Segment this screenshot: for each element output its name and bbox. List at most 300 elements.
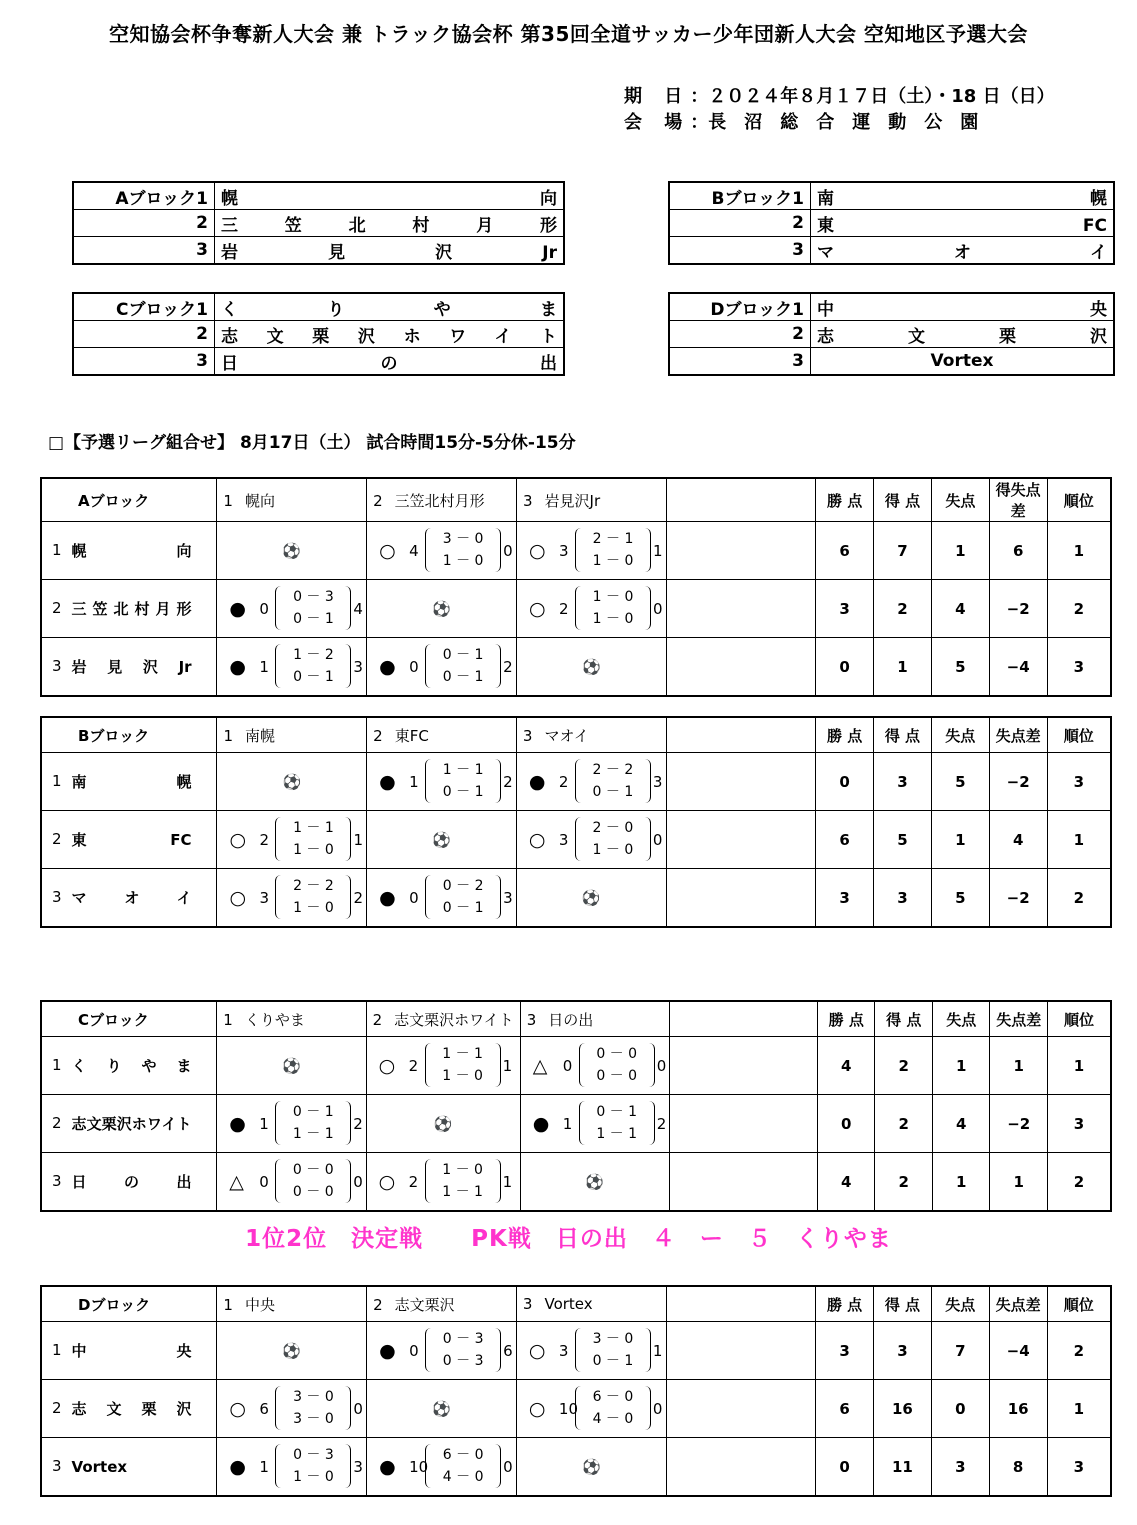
match-result (520, 1095, 669, 1153)
result-mark: ● (379, 770, 396, 793)
blank-cell (669, 1095, 817, 1153)
stat-header-ga: 失点 (931, 717, 989, 753)
opponent-name: 岩見沢Jr (544, 491, 601, 510)
stat-goals-for-total: 7 (874, 522, 932, 580)
stat-goals-for-total: 2 (875, 1095, 932, 1153)
goals-against: 1 (502, 1056, 513, 1075)
stat-header-rank: 順位 (1048, 1001, 1111, 1037)
table-row (41, 869, 1111, 928)
first-half-score: 0 － 3 (442, 1331, 484, 1347)
goals-against: 1 (652, 1341, 663, 1360)
half-scores (575, 817, 651, 861)
second-half-score: 0 － 0 (292, 1184, 334, 1200)
first-half-score: 0 － 1 (442, 647, 484, 663)
event-venue (624, 108, 1055, 134)
blank-cell (666, 1380, 815, 1438)
team-number: 2 (52, 1114, 62, 1132)
roster-key: Cブロック1 (73, 293, 215, 321)
opponent-number: 2 (373, 1295, 383, 1314)
half-scores (275, 1101, 351, 1145)
table-row (41, 580, 1111, 638)
stat-goals-against-total: 5 (931, 753, 989, 811)
half-scores (275, 1444, 351, 1488)
table-row (41, 1153, 1111, 1212)
stat-header-gd2: 失点差 (990, 1001, 1048, 1037)
roster-team: Vortex (811, 348, 1115, 376)
goals-against: 0 (652, 1399, 663, 1418)
soccer-ball-icon: ⚽ (367, 1380, 517, 1438)
event-date (624, 82, 1055, 108)
first-half-score: 0 － 3 (293, 589, 334, 605)
stat-points: 3 (816, 1322, 874, 1380)
stat-header-win: 勝 点 (818, 1001, 875, 1037)
league-table (40, 716, 1112, 928)
first-half-score: 2 － 0 (592, 820, 634, 836)
result-mark: ● (229, 655, 247, 678)
second-half-score: 0 － 1 (442, 784, 484, 800)
first-half-score: 0 － 0 (596, 1046, 638, 1062)
half-scores (575, 586, 651, 630)
half-scores (579, 1043, 655, 1087)
stat-rank: 3 (1047, 638, 1111, 697)
half-scores (425, 1043, 501, 1087)
stat-goals-against-total: 4 (932, 1095, 989, 1153)
soccer-ball-icon: ⚽ (366, 1095, 520, 1153)
opponent-header (516, 717, 666, 753)
stat-goals-for-total: 11 (874, 1438, 932, 1497)
opponent-number: 3 (526, 1010, 537, 1029)
blank-cell (666, 1322, 815, 1380)
stat-points: 0 (818, 1095, 875, 1153)
stat-header-win: 勝 点 (816, 478, 874, 522)
team-name-cell (41, 811, 217, 869)
stat-points: 6 (816, 1380, 874, 1438)
result-mark: ● (379, 1455, 396, 1478)
team-number: 3 (52, 1457, 62, 1476)
goals-against: 0 (652, 830, 663, 849)
result-mark: ○ (528, 828, 546, 851)
league-table (40, 1000, 1112, 1212)
blank-cell (669, 1037, 817, 1095)
first-half-score: 1 － 0 (442, 1162, 483, 1178)
stat-points: 0 (816, 638, 874, 697)
stat-points: 4 (818, 1153, 875, 1212)
second-half-score: 0 － 1 (293, 611, 334, 627)
stat-goal-difference: 8 (989, 1438, 1047, 1497)
half-scores (275, 875, 351, 919)
goals-for: 1 (409, 772, 419, 791)
team-name: 三笠北村月形 (71, 600, 192, 618)
opponent-name: Vortex (544, 1295, 593, 1313)
roster-key: 2 (73, 321, 215, 348)
blank-cell (666, 811, 816, 869)
second-half-score: 1 － 0 (293, 1469, 334, 1485)
first-half-score: 1 － 1 (442, 762, 484, 778)
stat-header-gd: 得失点差 (989, 478, 1047, 522)
half-scores (425, 528, 501, 572)
stat-goals-against-total: 1 (931, 522, 989, 580)
team-name-cell (41, 638, 217, 697)
goals-against: 0 (353, 1172, 363, 1191)
soccer-ball-icon: ⚽ (516, 869, 666, 928)
blank-cell (666, 753, 816, 811)
team-number: 3 (52, 657, 62, 675)
roster-team: 幌向 (215, 182, 565, 210)
team-name: 中央 (71, 1342, 192, 1360)
stat-header-ga: 失点 (931, 478, 989, 522)
block-name: Aブロック (41, 478, 217, 522)
date-value: ：２０２４年８月１７日（土）・18 日（日） (690, 86, 1055, 107)
stat-points: 3 (816, 869, 874, 928)
roster-team: 南幌 (811, 182, 1115, 210)
goals-for: 2 (558, 772, 569, 791)
stat-goals-against-total: 3 (931, 1438, 989, 1497)
block-name: Cブロック (41, 1001, 217, 1037)
opponent-number: 1 (223, 491, 233, 510)
table-row (41, 1095, 1111, 1153)
soccer-ball-icon: ⚽ (217, 753, 367, 811)
stat-rank: 2 (1047, 1322, 1111, 1380)
blank-cell (666, 1438, 815, 1497)
roster-team: 岩見沢Jr (215, 237, 565, 265)
roster-key: 3 (669, 237, 811, 265)
first-half-score: 3 － 0 (592, 1331, 634, 1347)
stat-points: 3 (816, 580, 874, 638)
first-half-score: 0 － 1 (596, 1104, 638, 1120)
stat-points: 4 (818, 1037, 875, 1095)
opponent-header (217, 478, 367, 522)
team-name-cell (41, 580, 217, 638)
opponent-header (517, 478, 667, 522)
result-mark: ● (528, 770, 546, 793)
soccer-ball-icon: ⚽ (517, 638, 667, 697)
opponent-header (367, 1286, 517, 1322)
stat-rank: 3 (1047, 753, 1111, 811)
goals-against: 0 (353, 1399, 363, 1418)
opponent-name: 志文栗沢ホワイト (394, 1010, 514, 1029)
match-result (217, 869, 367, 928)
result-mark: ○ (528, 1339, 546, 1362)
match-result (367, 638, 517, 697)
goals-for: 0 (409, 1341, 419, 1360)
team-number: 2 (52, 830, 62, 848)
stat-goals-for-total: 2 (875, 1037, 932, 1095)
team-name: 志文栗沢ホワイト (71, 1115, 192, 1133)
first-half-score: 0 － 0 (292, 1162, 334, 1178)
match-result (366, 1037, 520, 1095)
half-scores (425, 1159, 501, 1203)
result-mark: ● (229, 1112, 246, 1135)
first-half-score: 1 － 1 (442, 1046, 483, 1062)
opponent-name: くりやま (244, 1010, 305, 1029)
blank-cell (669, 1153, 817, 1212)
blank-cell (666, 478, 815, 522)
stat-goal-difference: −4 (989, 1322, 1047, 1380)
opponent-number: 3 (522, 1295, 533, 1313)
goals-for: 10 (409, 1457, 429, 1476)
half-scores (425, 875, 501, 919)
opponent-name: 南幌 (244, 726, 275, 745)
result-mark: ● (379, 655, 396, 678)
stat-points: 6 (816, 811, 874, 869)
stat-rank: 1 (1048, 1037, 1111, 1095)
opponent-name: 志文栗沢 (394, 1295, 455, 1314)
roster-key: Dブロック1 (669, 293, 811, 321)
team-name-cell (41, 1380, 217, 1438)
stat-goals-against-total: 1 (932, 1153, 989, 1212)
event-meta (624, 82, 1055, 134)
first-half-score: 2 － 2 (293, 878, 334, 894)
stat-header-gf: 得 点 (874, 478, 932, 522)
result-mark: ● (379, 1339, 396, 1362)
goals-for: 2 (408, 1172, 419, 1191)
team-number: 1 (52, 1341, 62, 1359)
roster-team: 志文栗沢ホワイト (215, 321, 565, 348)
team-name-cell (41, 869, 217, 928)
goals-against: 1 (653, 541, 663, 560)
second-half-score: 1 － 0 (293, 900, 334, 916)
team-name: Vortex (71, 1457, 128, 1476)
goals-against: 0 (653, 599, 663, 618)
goals-for: 6 (259, 1399, 269, 1418)
opponent-number: 1 (223, 1295, 233, 1314)
goals-against: 4 (353, 599, 363, 618)
match-result (367, 1438, 517, 1497)
half-scores (275, 1159, 351, 1203)
half-scores (275, 586, 351, 630)
team-name: 志文栗沢 (71, 1400, 192, 1418)
soccer-ball-icon: ⚽ (516, 1438, 666, 1497)
goals-for: 1 (259, 1457, 269, 1476)
opponent-header (516, 1286, 666, 1322)
first-half-score: 0 － 2 (442, 878, 484, 894)
team-number: 1 (52, 1056, 62, 1074)
roster-key: Bブロック1 (669, 182, 811, 210)
opponent-name: 東FC (394, 726, 429, 745)
stat-rank: 1 (1047, 1380, 1111, 1438)
goals-against: 2 (503, 657, 513, 676)
match-result (217, 811, 367, 869)
league-table (40, 1285, 1112, 1497)
goals-against: 3 (503, 888, 513, 907)
team-number: 3 (52, 1172, 62, 1190)
half-scores (275, 817, 351, 861)
roster-team: マオイ (811, 237, 1115, 265)
team-name: 南幌 (71, 773, 192, 791)
stat-rank: 3 (1048, 1095, 1111, 1153)
result-mark: ○ (529, 539, 546, 562)
team-number: 3 (52, 888, 62, 906)
team-name-cell (41, 1322, 217, 1380)
roster-key: 2 (73, 210, 215, 237)
match-result (217, 638, 367, 697)
second-half-score: 0 － 1 (592, 784, 634, 800)
soccer-ball-icon: ⚽ (520, 1153, 669, 1212)
team-name-cell (41, 1037, 217, 1095)
goals-for: 0 (409, 657, 419, 676)
match-result (367, 753, 517, 811)
stat-goal-difference: −2 (989, 869, 1047, 928)
result-mark: ○ (229, 1397, 247, 1420)
roster-team: 日の出 (215, 348, 565, 376)
stat-goals-against-total: 5 (931, 638, 989, 697)
soccer-ball-icon: ⚽ (367, 811, 517, 869)
opponent-header (366, 1001, 520, 1037)
soccer-ball-icon: ⚽ (217, 1322, 367, 1380)
stat-header-rank: 順位 (1047, 1286, 1111, 1322)
half-scores (425, 759, 501, 803)
stat-rank: 2 (1048, 1153, 1111, 1212)
half-scores (425, 1444, 501, 1488)
stat-goals-against-total: 1 (931, 811, 989, 869)
second-half-score: 1 － 0 (442, 553, 484, 569)
result-mark: ● (379, 886, 396, 909)
half-scores (575, 759, 651, 803)
stat-rank: 1 (1047, 811, 1111, 869)
stat-header-gf: 得 点 (874, 1286, 932, 1322)
roster-block-a (72, 181, 565, 265)
result-mark: △ (229, 1170, 244, 1193)
roster-key: Aブロック1 (73, 182, 215, 210)
team-name-cell (41, 1095, 217, 1153)
second-half-score: 1 － 0 (592, 611, 634, 627)
team-name-cell (41, 1153, 217, 1212)
half-scores (579, 1101, 655, 1145)
result-mark: ○ (229, 828, 247, 851)
roster-key: 3 (73, 237, 215, 265)
table-row (41, 638, 1111, 697)
stat-goal-difference: 1 (990, 1037, 1048, 1095)
half-scores (425, 644, 501, 688)
opponent-name: 幌向 (244, 491, 275, 510)
second-half-score: 0 － 0 (596, 1068, 638, 1084)
second-half-score: 0 － 1 (592, 1353, 634, 1369)
goals-for: 1 (259, 1114, 269, 1133)
stat-header-gf: 得 点 (874, 717, 932, 753)
match-result (516, 753, 666, 811)
goals-against: 0 (656, 1056, 667, 1075)
first-half-score: 6 － 0 (592, 1389, 634, 1405)
second-half-score: 1 － 1 (292, 1126, 334, 1142)
second-half-score: 4 － 0 (442, 1469, 484, 1485)
venue-value: ：長 沼 総 合 運 動 公 園 (690, 112, 979, 133)
second-half-score: 4 － 0 (592, 1411, 634, 1427)
result-mark: ● (229, 1455, 247, 1478)
blank-cell (666, 638, 815, 697)
opponent-number: 3 (523, 491, 533, 510)
stat-goal-difference: 16 (989, 1380, 1047, 1438)
roster-block-d (668, 292, 1115, 376)
goals-against: 1 (353, 830, 363, 849)
goals-for: 2 (259, 830, 269, 849)
soccer-ball-icon: ⚽ (217, 522, 367, 580)
opponent-header (217, 717, 367, 753)
goals-for: 0 (259, 599, 269, 618)
stat-rank: 2 (1047, 580, 1111, 638)
stat-header-win: 勝 点 (816, 717, 874, 753)
stat-goals-against-total: 0 (931, 1380, 989, 1438)
result-mark: ● (532, 1112, 550, 1135)
goals-for: 10 (558, 1399, 579, 1418)
match-result (517, 522, 667, 580)
match-result (517, 580, 667, 638)
stat-goals-against-total: 7 (931, 1322, 989, 1380)
table-row (41, 1322, 1111, 1380)
stat-points: 0 (816, 1438, 874, 1497)
team-number: 2 (52, 1399, 62, 1417)
goals-for: 3 (558, 1341, 569, 1360)
goals-for: 4 (409, 541, 419, 560)
match-result (217, 580, 367, 638)
venue-label: 会 場 (624, 112, 691, 133)
half-scores (575, 1328, 651, 1372)
match-result (217, 1153, 366, 1212)
goals-against: 3 (353, 1457, 363, 1476)
league-table (40, 477, 1112, 697)
stat-points: 0 (816, 753, 874, 811)
roster-team: 志文栗沢 (811, 321, 1115, 348)
stat-goal-difference: 4 (989, 811, 1047, 869)
result-mark: △ (532, 1054, 548, 1077)
stat-rank: 2 (1047, 869, 1111, 928)
roster-block-c (72, 292, 565, 376)
first-half-score: 0 － 3 (293, 1447, 334, 1463)
soccer-ball-icon: ⚽ (217, 1037, 366, 1095)
opponent-number: 2 (373, 726, 383, 745)
team-number: 1 (52, 772, 62, 790)
roster-team: くりやま (215, 293, 565, 321)
team-name: 岩見沢Jr (71, 658, 192, 676)
table-row (41, 811, 1111, 869)
half-scores (575, 1386, 651, 1430)
table-row (41, 1438, 1111, 1497)
soccer-ball-icon: ⚽ (367, 580, 517, 638)
stat-goals-for-total: 3 (874, 1322, 932, 1380)
opponent-header (217, 1286, 367, 1322)
second-half-score: 1 － 0 (592, 553, 634, 569)
stat-header-rank: 順位 (1047, 478, 1111, 522)
first-half-score: 2 － 1 (592, 531, 634, 547)
first-half-score: 1 － 2 (293, 647, 334, 663)
stat-goals-for-total: 3 (874, 869, 932, 928)
team-number: 2 (52, 599, 62, 617)
stat-header-rank: 順位 (1047, 717, 1111, 753)
second-half-score: 1 － 0 (293, 842, 334, 858)
opponent-header (367, 478, 517, 522)
pk-result-note: 1位2位 決定戦 PK戦 日の出 ４ ー ５ くりやま (245, 1226, 892, 1252)
team-name: マオイ (71, 889, 192, 907)
goals-for: 3 (259, 888, 269, 907)
blank-cell (666, 522, 815, 580)
blank-cell (666, 580, 815, 638)
team-name-cell (41, 753, 217, 811)
goals-against: 6 (503, 1341, 513, 1360)
stat-goals-for-total: 2 (874, 580, 932, 638)
stat-header-win: 勝 点 (816, 1286, 874, 1322)
match-result (516, 1322, 666, 1380)
opponent-header (520, 1001, 669, 1037)
goals-against: 3 (652, 772, 663, 791)
stat-goal-difference: −2 (989, 753, 1047, 811)
blank-cell (669, 1001, 817, 1037)
result-mark: ○ (529, 597, 546, 620)
goals-for: 1 (259, 657, 269, 676)
half-scores (275, 644, 351, 688)
opponent-number: 3 (522, 726, 533, 745)
second-half-score: 1 － 0 (592, 842, 634, 858)
half-scores (575, 528, 651, 572)
result-mark: ○ (229, 886, 247, 909)
